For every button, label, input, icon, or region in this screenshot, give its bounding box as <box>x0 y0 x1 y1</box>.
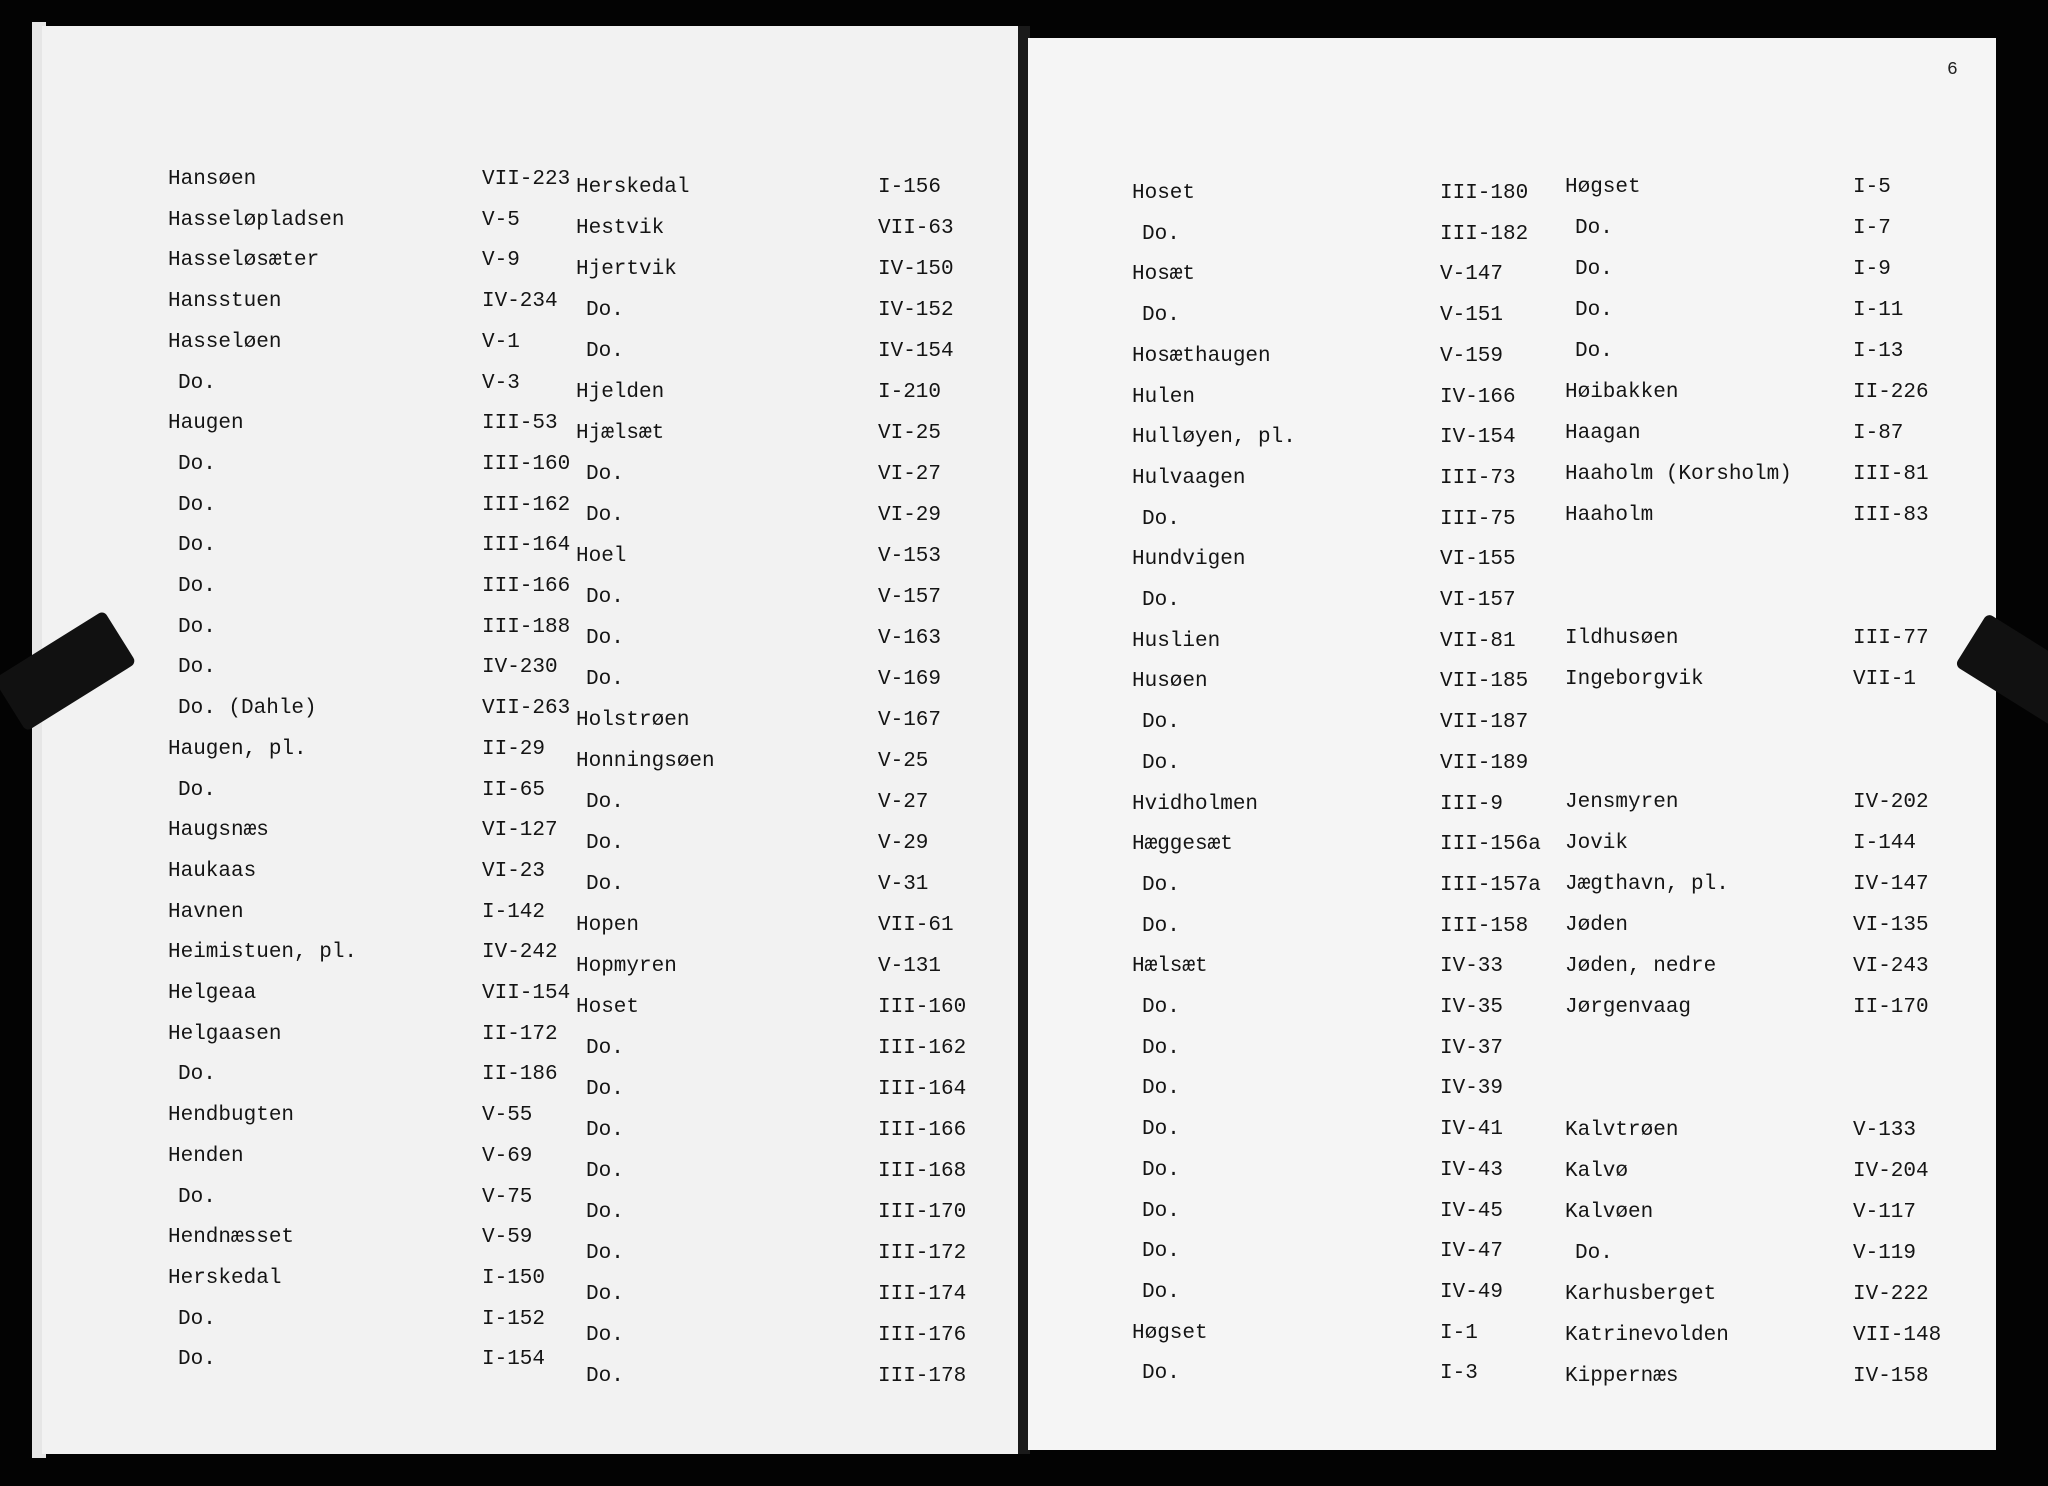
index-entry-name: Do. <box>1575 299 1613 322</box>
index-entry-ref: II-170 <box>1853 996 1929 1019</box>
index-entry-ref: V-25 <box>878 750 929 773</box>
index-entry-ref: VII-185 <box>1440 670 1529 693</box>
index-entry-name: Do. <box>1575 258 1613 281</box>
index-entry-ref: VII-1 <box>1853 668 1917 691</box>
index-entry-ref: V-75 <box>482 1186 533 1209</box>
index-entry-name: Haukaas <box>168 860 257 883</box>
index-entry-name: Hæggesæt <box>1132 833 1233 856</box>
index-entry-name: Helgeaa <box>168 982 257 1005</box>
index-entry-ref: IV-234 <box>482 290 558 313</box>
index-entry-name: Do. <box>178 616 216 639</box>
index-entry-ref: II-29 <box>482 738 546 761</box>
index-entry-name: Herskedal <box>168 1267 282 1290</box>
index-entry-name: Heimistuen, pl. <box>168 941 358 964</box>
index-entry-name: Do. <box>586 1160 624 1183</box>
index-entry-ref: III-83 <box>1853 504 1929 527</box>
index-entry-ref: I-142 <box>482 901 546 924</box>
index-entry-name: Do. <box>1142 1037 1180 1060</box>
index-entry-name: Do. <box>586 1201 624 1224</box>
index-entry-name: Do. <box>178 1186 216 1209</box>
index-entry-name: Hulen <box>1132 386 1196 409</box>
index-entry-ref: IV-41 <box>1440 1118 1504 1141</box>
index-entry-name: Do. <box>178 779 216 802</box>
index-entry-name: Do. <box>586 1365 624 1388</box>
index-entry-ref: VI-25 <box>878 422 942 445</box>
index-entry-name: Do. <box>586 791 624 814</box>
index-entry-ref: III-73 <box>1440 467 1516 490</box>
page-number: 6 <box>1947 60 1958 80</box>
index-entry-ref: IV-154 <box>878 340 954 363</box>
index-entry-ref: V-27 <box>878 791 929 814</box>
index-entry-name: Hendbugten <box>168 1104 295 1127</box>
index-entry-name: Kippernæs <box>1565 1365 1679 1388</box>
index-entry-name: Do. <box>178 656 216 679</box>
index-entry-ref: III-166 <box>878 1119 967 1142</box>
index-entry-ref: I-150 <box>482 1267 546 1290</box>
index-entry-name: Hjelden <box>576 381 665 404</box>
index-entry-name: Hælsæt <box>1132 955 1208 978</box>
index-entry-name: Do. <box>178 372 216 395</box>
index-entry-name: Katrinevolden <box>1565 1324 1729 1347</box>
index-entry-ref: III-164 <box>482 534 571 557</box>
index-entry-ref: V-119 <box>1853 1242 1917 1265</box>
index-entry-name: Do. <box>1575 340 1613 363</box>
index-entry-name: Do. <box>1142 1077 1180 1100</box>
index-entry-ref: VII-148 <box>1853 1324 1942 1347</box>
index-entry-name: Ildhusøen <box>1565 627 1679 650</box>
index-entry-name: Haugsnæs <box>168 819 269 842</box>
index-entry-ref: IV-230 <box>482 656 558 679</box>
index-entry-name: Do. <box>1575 217 1613 240</box>
index-entry-ref: I-13 <box>1853 340 1904 363</box>
index-entry-name: Hoset <box>1132 182 1196 205</box>
index-entry-ref: VII-81 <box>1440 630 1516 653</box>
index-entry-ref: VI-155 <box>1440 548 1516 571</box>
index-entry-name: Do. <box>586 1078 624 1101</box>
index-entry-ref: VII-189 <box>1440 752 1529 775</box>
index-entry-name: Do. <box>1142 589 1180 612</box>
index-entry-ref: IV-45 <box>1440 1200 1504 1223</box>
index-entry-ref: VI-243 <box>1853 955 1929 978</box>
index-entry-ref: IV-35 <box>1440 996 1504 1019</box>
index-entry-ref: III-174 <box>878 1283 967 1306</box>
index-entry-name: Kalvøen <box>1565 1201 1654 1224</box>
index-entry-ref: III-77 <box>1853 627 1929 650</box>
index-entry-ref: II-186 <box>482 1063 558 1086</box>
index-entry-name: Do. <box>1142 1240 1180 1263</box>
index-entry-ref: IV-222 <box>1853 1283 1929 1306</box>
index-entry-name: Do. <box>1142 1159 1180 1182</box>
index-entry-name: Haagan <box>1565 422 1641 445</box>
index-entry-ref: I-7 <box>1853 217 1891 240</box>
index-entry-ref: V-133 <box>1853 1119 1917 1142</box>
index-entry-ref: I-1 <box>1440 1322 1478 1345</box>
index-entry-ref: III-188 <box>482 616 571 639</box>
index-entry-ref: III-166 <box>482 575 571 598</box>
index-entry-ref: III-160 <box>482 453 571 476</box>
index-entry-ref: III-81 <box>1853 463 1929 486</box>
index-entry-name: Do. <box>586 463 624 486</box>
index-entry-name: Haaholm (Korsholm) <box>1565 463 1792 486</box>
index-entry-name: Høgset <box>1565 176 1641 199</box>
index-entry-name: Do. <box>586 1037 624 1060</box>
index-entry-name: Huslien <box>1132 630 1221 653</box>
index-entry-ref: I-154 <box>482 1348 546 1371</box>
index-entry-name: Do. <box>1142 1200 1180 1223</box>
index-entry-name: Do. <box>1142 1118 1180 1141</box>
index-entry-ref: III-9 <box>1440 793 1504 816</box>
index-entry-ref: IV-150 <box>878 258 954 281</box>
index-entry-ref: III-176 <box>878 1324 967 1347</box>
index-entry-name: Honningsøen <box>576 750 715 773</box>
index-entry-name: Do. <box>178 494 216 517</box>
index-entry-name: Haugen, pl. <box>168 738 307 761</box>
index-entry-name: Do. <box>178 1348 216 1371</box>
index-entry-ref: I-144 <box>1853 832 1917 855</box>
index-entry-name: Do. <box>1142 915 1180 938</box>
index-entry-name: Do. <box>178 453 216 476</box>
index-entry-name: Do. <box>1142 1362 1180 1385</box>
index-entry-ref: V-29 <box>878 832 929 855</box>
index-entry-ref: IV-37 <box>1440 1037 1504 1060</box>
index-entry-ref: III-172 <box>878 1242 967 1265</box>
index-entry-ref: V-169 <box>878 668 942 691</box>
index-entry-name: Do. <box>1142 996 1180 1019</box>
index-entry-ref: VI-23 <box>482 860 546 883</box>
index-entry-ref: V-153 <box>878 545 942 568</box>
index-entry-ref: V-167 <box>878 709 942 732</box>
index-entry-ref: V-31 <box>878 873 929 896</box>
index-entry-name: Hvidholmen <box>1132 793 1259 816</box>
index-entry-name: Karhusberget <box>1565 1283 1717 1306</box>
index-entry-ref: V-55 <box>482 1104 533 1127</box>
index-entry-name: Herskedal <box>576 176 690 199</box>
index-entry-name: Do. <box>1142 874 1180 897</box>
index-entry-ref: V-163 <box>878 627 942 650</box>
index-entry-ref: V-59 <box>482 1226 533 1249</box>
index-entry-name: Kalvø <box>1565 1160 1629 1183</box>
index-entry-name: Do. <box>1142 223 1180 246</box>
index-entry-ref: VI-27 <box>878 463 942 486</box>
index-entry-name: Do. <box>1142 304 1180 327</box>
index-entry-ref: VI-135 <box>1853 914 1929 937</box>
index-entry-name: Ingeborgvik <box>1565 668 1704 691</box>
index-entry-name: Holstrøen <box>576 709 690 732</box>
index-entry-name: Jøden <box>1565 914 1629 937</box>
index-entry-ref: III-170 <box>878 1201 967 1224</box>
index-entry-name: Do. <box>178 534 216 557</box>
index-entry-ref: III-160 <box>878 996 967 1019</box>
index-entry-ref: IV-49 <box>1440 1281 1504 1304</box>
index-entry-ref: V-9 <box>482 249 520 272</box>
index-entry-name: Do. <box>586 1242 624 1265</box>
index-entry-ref: V-157 <box>878 586 942 609</box>
index-entry-name: Do. <box>586 873 624 896</box>
right-page <box>1028 38 1996 1450</box>
index-entry-ref: VII-223 <box>482 168 571 191</box>
index-entry-name: Hjertvik <box>576 258 677 281</box>
index-entry-ref: I-152 <box>482 1308 546 1331</box>
index-entry-name: Do. <box>586 627 624 650</box>
index-entry-ref: V-69 <box>482 1145 533 1168</box>
index-entry-ref: III-178 <box>878 1365 967 1388</box>
index-entry-ref: VII-61 <box>878 914 954 937</box>
index-entry-ref: VII-263 <box>482 697 571 720</box>
index-entry-ref: III-164 <box>878 1078 967 1101</box>
index-entry-ref: VI-29 <box>878 504 942 527</box>
index-entry-ref: III-156a <box>1440 833 1541 856</box>
index-entry-ref: V-3 <box>482 372 520 395</box>
index-entry-ref: IV-154 <box>1440 426 1516 449</box>
index-entry-name: Hasseløen <box>168 331 282 354</box>
index-entry-ref: VI-127 <box>482 819 558 842</box>
index-entry-name: Do. <box>178 1308 216 1331</box>
index-entry-name: Do. <box>1142 752 1180 775</box>
index-entry-name: Høgset <box>1132 1322 1208 1345</box>
index-entry-ref: IV-202 <box>1853 791 1929 814</box>
index-entry-name: Hendnæsset <box>168 1226 295 1249</box>
index-entry-ref: III-162 <box>878 1037 967 1060</box>
index-entry-name: Hjælsæt <box>576 422 665 445</box>
index-entry-ref: V-147 <box>1440 263 1504 286</box>
index-entry-name: Helgaasen <box>168 1023 282 1046</box>
index-entry-ref: V-151 <box>1440 304 1504 327</box>
index-entry-ref: I-87 <box>1853 422 1904 445</box>
index-entry-name: Hestvik <box>576 217 665 240</box>
index-entry-name: Do. (Dahle) <box>178 697 317 720</box>
index-entry-name: Do. <box>586 832 624 855</box>
index-entry-ref: II-226 <box>1853 381 1929 404</box>
index-entry-ref: IV-242 <box>482 941 558 964</box>
index-entry-name: Jensmyren <box>1565 791 1679 814</box>
index-entry-name: Do. <box>178 1063 216 1086</box>
index-entry-ref: III-180 <box>1440 182 1529 205</box>
index-entry-name: Hulvaagen <box>1132 467 1246 490</box>
index-entry-name: Haaholm <box>1565 504 1654 527</box>
index-entry-ref: IV-152 <box>878 299 954 322</box>
index-entry-ref: III-75 <box>1440 508 1516 531</box>
index-entry-name: Jøden, nedre <box>1565 955 1717 978</box>
index-entry-name: Hundvigen <box>1132 548 1246 571</box>
index-entry-name: Do. <box>586 1283 624 1306</box>
index-entry-name: Hasseløsæter <box>168 249 320 272</box>
index-entry-name: Hasseløpladsen <box>168 209 345 232</box>
index-entry-ref: V-117 <box>1853 1201 1917 1224</box>
index-entry-name: Hopmyren <box>576 955 677 978</box>
index-entry-ref: I-210 <box>878 381 942 404</box>
index-entry-ref: IV-43 <box>1440 1159 1504 1182</box>
index-entry-ref: III-157a <box>1440 874 1541 897</box>
index-entry-ref: VII-63 <box>878 217 954 240</box>
index-entry-ref: I-156 <box>878 176 942 199</box>
index-entry-name: Do. <box>1142 508 1180 531</box>
index-entry-ref: V-1 <box>482 331 520 354</box>
index-entry-name: Hansøen <box>168 168 257 191</box>
index-entry-ref: IV-204 <box>1853 1160 1929 1183</box>
index-entry-ref: IV-158 <box>1853 1365 1929 1388</box>
index-entry-ref: III-168 <box>878 1160 967 1183</box>
index-entry-name: Haugen <box>168 412 244 435</box>
index-entry-name: Jørgenvaag <box>1565 996 1692 1019</box>
index-entry-name: Do. <box>586 340 624 363</box>
index-entry-name: Hoset <box>576 996 640 1019</box>
index-entry-ref: II-172 <box>482 1023 558 1046</box>
index-entry-ref: VII-187 <box>1440 711 1529 734</box>
index-entry-ref: I-3 <box>1440 1362 1478 1385</box>
index-entry-ref: IV-39 <box>1440 1077 1504 1100</box>
index-entry-name: Hopen <box>576 914 640 937</box>
index-entry-name: Do. <box>1575 1242 1613 1265</box>
index-entry-ref: III-53 <box>482 412 558 435</box>
index-entry-name: Do. <box>586 299 624 322</box>
index-entry-ref: V-5 <box>482 209 520 232</box>
index-entry-name: Høibakken <box>1565 381 1679 404</box>
index-entry-ref: I-11 <box>1853 299 1904 322</box>
index-entry-ref: V-131 <box>878 955 942 978</box>
index-entry-name: Hosæthaugen <box>1132 345 1271 368</box>
index-entry-name: Do. <box>1142 711 1180 734</box>
index-entry-ref: III-182 <box>1440 223 1529 246</box>
index-entry-name: Hulløyen, pl. <box>1132 426 1296 449</box>
index-entry-name: Hoel <box>576 545 627 568</box>
index-entry-name: Do. <box>586 1119 624 1142</box>
index-entry-ref: IV-33 <box>1440 955 1504 978</box>
index-entry-name: Henden <box>168 1145 244 1168</box>
index-entry-name: Do. <box>1142 1281 1180 1304</box>
index-entry-name: Jovik <box>1565 832 1629 855</box>
index-entry-ref: V-159 <box>1440 345 1504 368</box>
index-entry-name: Hansstuen <box>168 290 282 313</box>
index-entry-ref: VI-157 <box>1440 589 1516 612</box>
index-entry-name: Hosæt <box>1132 263 1196 286</box>
index-entry-ref: IV-166 <box>1440 386 1516 409</box>
index-entry-name: Kalvtrøen <box>1565 1119 1679 1142</box>
index-entry-ref: III-162 <box>482 494 571 517</box>
index-entry-ref: IV-147 <box>1853 873 1929 896</box>
index-entry-name: Husøen <box>1132 670 1208 693</box>
index-entry-ref: I-5 <box>1853 176 1891 199</box>
index-entry-name: Do. <box>178 575 216 598</box>
index-entry-ref: II-65 <box>482 779 546 802</box>
index-entry-name: Havnen <box>168 901 244 924</box>
index-entry-ref: VII-154 <box>482 982 571 1005</box>
index-entry-name: Do. <box>586 1324 624 1347</box>
index-entry-name: Do. <box>586 668 624 691</box>
index-entry-name: Do. <box>586 504 624 527</box>
index-entry-ref: I-9 <box>1853 258 1891 281</box>
index-entry-ref: III-158 <box>1440 915 1529 938</box>
index-entry-name: Jægthavn, pl. <box>1565 873 1729 896</box>
index-entry-name: Do. <box>586 586 624 609</box>
index-entry-ref: IV-47 <box>1440 1240 1504 1263</box>
